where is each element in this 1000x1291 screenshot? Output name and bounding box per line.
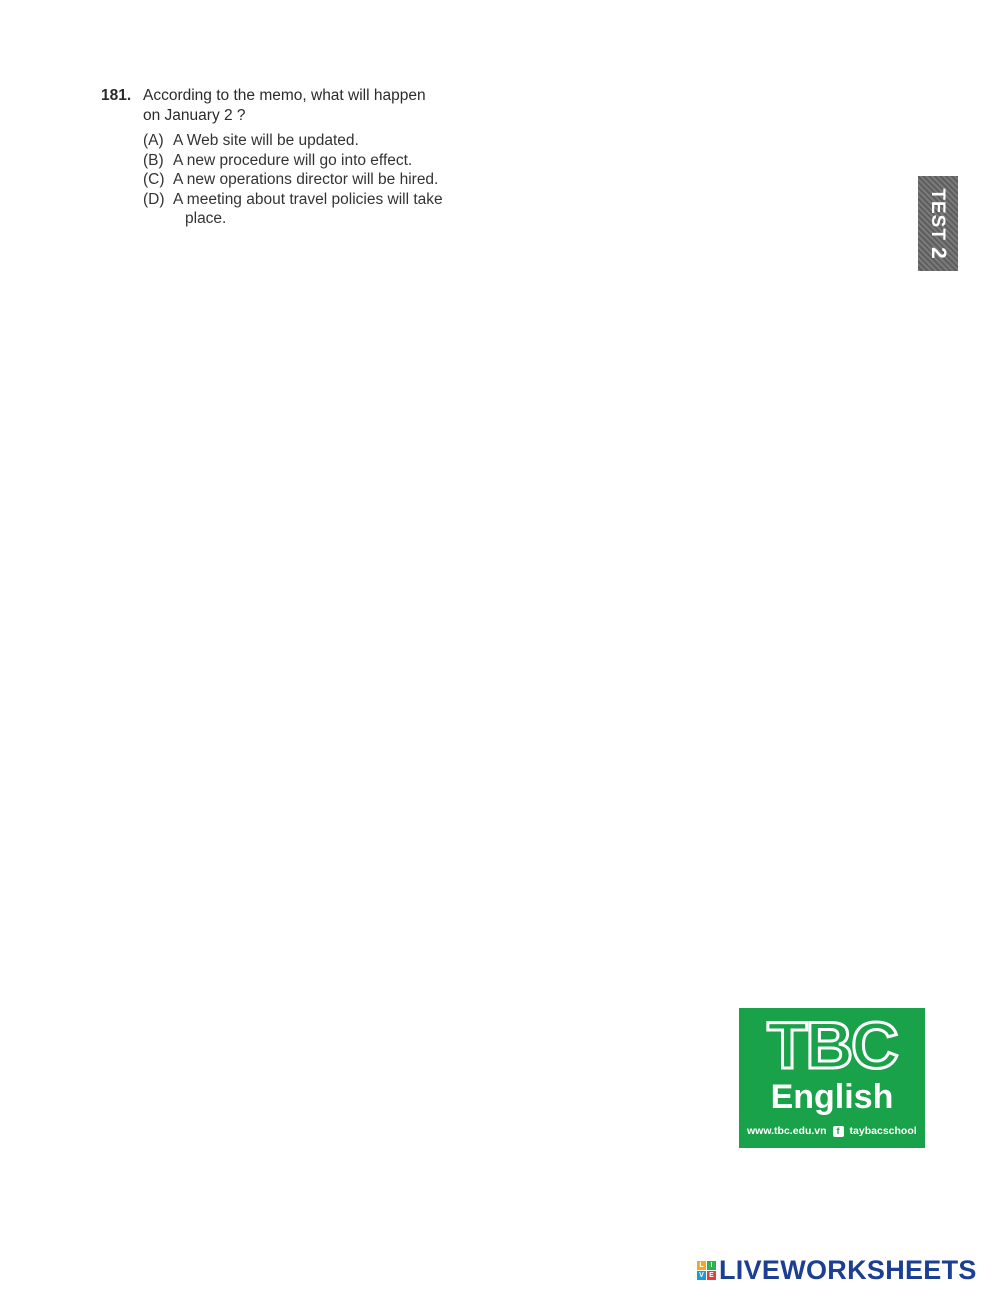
question-stem xyxy=(143,86,426,125)
option-text-line: A new procedure will go into effect. xyxy=(173,151,413,169)
tbc-english-logo xyxy=(739,1008,925,1148)
facebook-icon: f xyxy=(833,1126,844,1137)
liveworksheets-text: LIVEWORKSHEETS xyxy=(719,1255,977,1285)
option-text-line: place. xyxy=(185,210,227,227)
option-letter: (C) xyxy=(143,171,165,188)
answer-option[interactable] xyxy=(143,151,481,171)
answer-options xyxy=(143,131,481,229)
question-stem-line: on January 2 ? xyxy=(143,106,246,124)
answer-option[interactable] xyxy=(143,131,481,151)
question-number: 181. xyxy=(101,87,132,104)
test-section-tab xyxy=(918,176,958,271)
answer-option[interactable] xyxy=(143,170,481,190)
tbc-logo-mark: TBC xyxy=(767,1008,897,1082)
tbc-facebook-handle: taybacschool xyxy=(849,1125,917,1137)
option-letter: (A) xyxy=(143,132,164,149)
question-stem-line: According to the memo, what will happen xyxy=(143,87,426,104)
liveworksheets-icon: L I V E xyxy=(697,1261,716,1280)
answer-option[interactable] xyxy=(143,190,481,229)
tbc-contact-line xyxy=(747,1125,919,1137)
option-text-line: A Web site will be updated. xyxy=(173,132,359,149)
option-text-line: A new operations director will be hired. xyxy=(173,171,439,188)
test-tab-number: 2 xyxy=(927,246,950,260)
option-text xyxy=(173,131,481,151)
option-text xyxy=(173,151,481,171)
option-letter: (D) xyxy=(143,190,165,208)
tbc-website: www.tbc.edu.vn xyxy=(747,1125,827,1137)
tbc-logo-word: English xyxy=(770,1078,894,1116)
option-letter: (B) xyxy=(143,151,164,169)
option-text-line: A meeting about travel policies will take xyxy=(173,190,443,208)
option-text xyxy=(173,190,481,229)
liveworksheets-watermark xyxy=(697,1255,977,1286)
test-tab-label: TEST xyxy=(927,187,948,241)
question-181 xyxy=(101,86,481,229)
option-text xyxy=(173,170,481,190)
